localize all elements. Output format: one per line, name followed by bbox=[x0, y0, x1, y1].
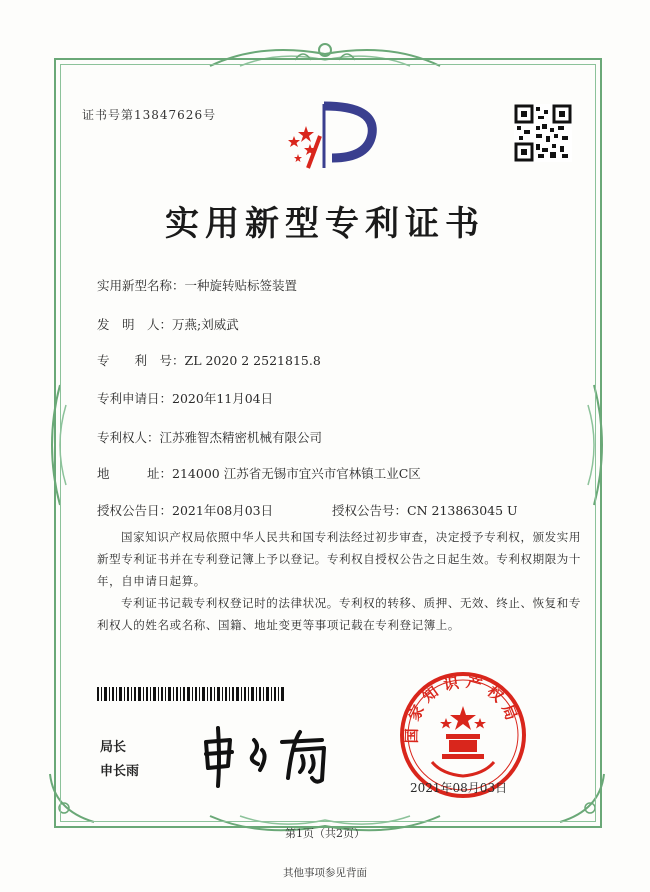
field-inventor-label: 发 明 人： bbox=[97, 317, 173, 332]
field-grant-no-value: CN 213863045 U bbox=[407, 503, 518, 518]
certificate-number: 证书号第13847626号 bbox=[82, 108, 217, 122]
seal-date: 2021年08月03日 bbox=[410, 781, 508, 795]
handwritten-signature bbox=[196, 720, 346, 790]
field-name-label: 实用新型名称： bbox=[97, 278, 185, 293]
field-address-label: 地 址： bbox=[97, 466, 173, 481]
field-grant-no-label: 授权公告号： bbox=[332, 503, 408, 518]
page-number: 第1页（共2页） bbox=[285, 827, 365, 840]
field-patent-no-value: ZL 2020 2 2521815.8 bbox=[184, 353, 321, 368]
field-grant-date-value: 2021年08月03日 bbox=[172, 503, 274, 518]
body-paragraph-1: 国家知识产权局依照中华人民共和国专利法经过初步审查，决定授予专利权，颁发实用新型专利证书并在专利登记簿上予以登记。专利权自授权公告之日起生效。专利权期限为十年，自申请日起算。 bbox=[97, 530, 581, 588]
back-note: 其他事项参见背面 bbox=[283, 867, 367, 879]
field-grant-no bbox=[332, 501, 518, 519]
field-patent-no-label: 专 利 号： bbox=[97, 353, 185, 368]
field-patentee bbox=[97, 428, 322, 446]
cnipa-logo-icon bbox=[280, 96, 380, 176]
field-inventor bbox=[97, 315, 239, 333]
field-grant-date bbox=[97, 501, 273, 519]
field-name-value: 一种旋转贴标签装置 bbox=[184, 278, 298, 293]
field-patentee-value: 江苏雅智杰精密机械有限公司 bbox=[159, 430, 323, 445]
field-address-value: 214000 江苏省无锡市宜兴市官林镇工业C区 bbox=[172, 466, 421, 481]
field-filing-date-value: 2020年11月04日 bbox=[172, 391, 274, 406]
field-patent-no bbox=[97, 351, 321, 369]
field-filing-date bbox=[97, 389, 273, 407]
seal-text: 国家知识产权局 bbox=[402, 672, 523, 744]
qr-code-icon[interactable] bbox=[514, 104, 572, 162]
field-name bbox=[97, 276, 297, 294]
field-patentee-label: 专利权人： bbox=[97, 430, 160, 445]
body-paragraph-2: 专利证书记载专利权登记时的法律状况。专利权的转移、质押、无效、终止、恢复和专利权人的姓名或名称、国籍、地址变更等事项记载在专利登记簿上。 bbox=[97, 596, 581, 632]
signatory-name: 申长雨 bbox=[100, 764, 140, 779]
certificate-title: 实用新型专利证书 bbox=[165, 204, 485, 244]
field-address bbox=[97, 464, 421, 482]
field-grant-date-label: 授权公告日： bbox=[97, 503, 173, 518]
field-filing-date-label: 专利申请日： bbox=[97, 391, 173, 406]
signatory-title: 局长 bbox=[100, 740, 127, 755]
barcode-icon bbox=[97, 687, 285, 701]
field-inventor-value: 万燕;刘威武 bbox=[172, 317, 239, 332]
